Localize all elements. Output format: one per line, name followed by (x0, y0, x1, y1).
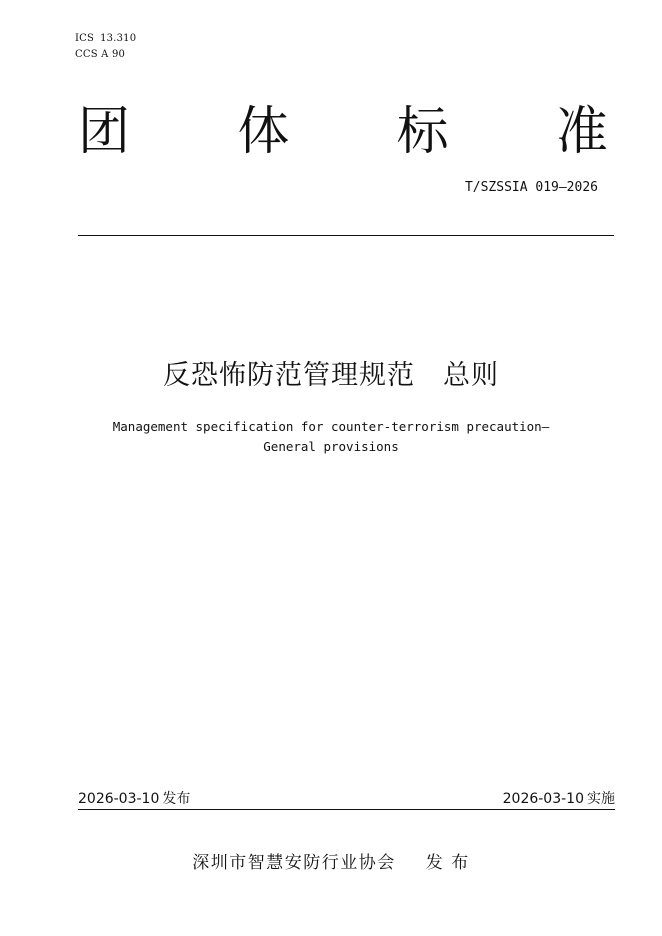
standard-type-char: 准 (555, 102, 608, 162)
standard-type-char: 团 (77, 102, 130, 162)
publish-date: 2026-03-10 (78, 791, 160, 807)
standard-type-char: 标 (396, 102, 449, 162)
title-main: 反恐怖防范管理规范 (163, 360, 415, 391)
date-row (78, 789, 615, 809)
english-title-line-2: General provisions (263, 439, 399, 454)
implement-date-group (503, 790, 615, 808)
implement-date: 2026-03-10 (502, 791, 584, 807)
title-part: 总则 (443, 360, 499, 391)
english-title-line-1: Management specification for counter-terrorism precaution— (112, 419, 550, 434)
standard-type-char: 体 (237, 102, 290, 162)
ccs-label: CCS (75, 49, 98, 60)
publish-label: 发布 (162, 791, 191, 807)
publish-date-group (78, 790, 190, 808)
document-title (0, 358, 662, 394)
bottom-divider (78, 809, 615, 810)
ics-code: 13.310 (100, 33, 137, 44)
implement-label: 实施 (587, 791, 615, 807)
english-title (0, 417, 662, 457)
standard-number: T/SZSSIA 019—2026 (464, 180, 598, 195)
ccs-code: A 90 (101, 49, 126, 60)
classification-block (75, 31, 136, 63)
ics-label: ICS (75, 33, 95, 44)
ics-line (75, 31, 136, 47)
standard-type-heading (72, 100, 614, 164)
ccs-line (75, 47, 136, 63)
publisher-action: 发 布 (425, 853, 470, 873)
publisher-name: 深圳市智慧安防行业协会 (192, 853, 396, 873)
top-divider (78, 235, 614, 236)
publisher-line (0, 852, 662, 874)
